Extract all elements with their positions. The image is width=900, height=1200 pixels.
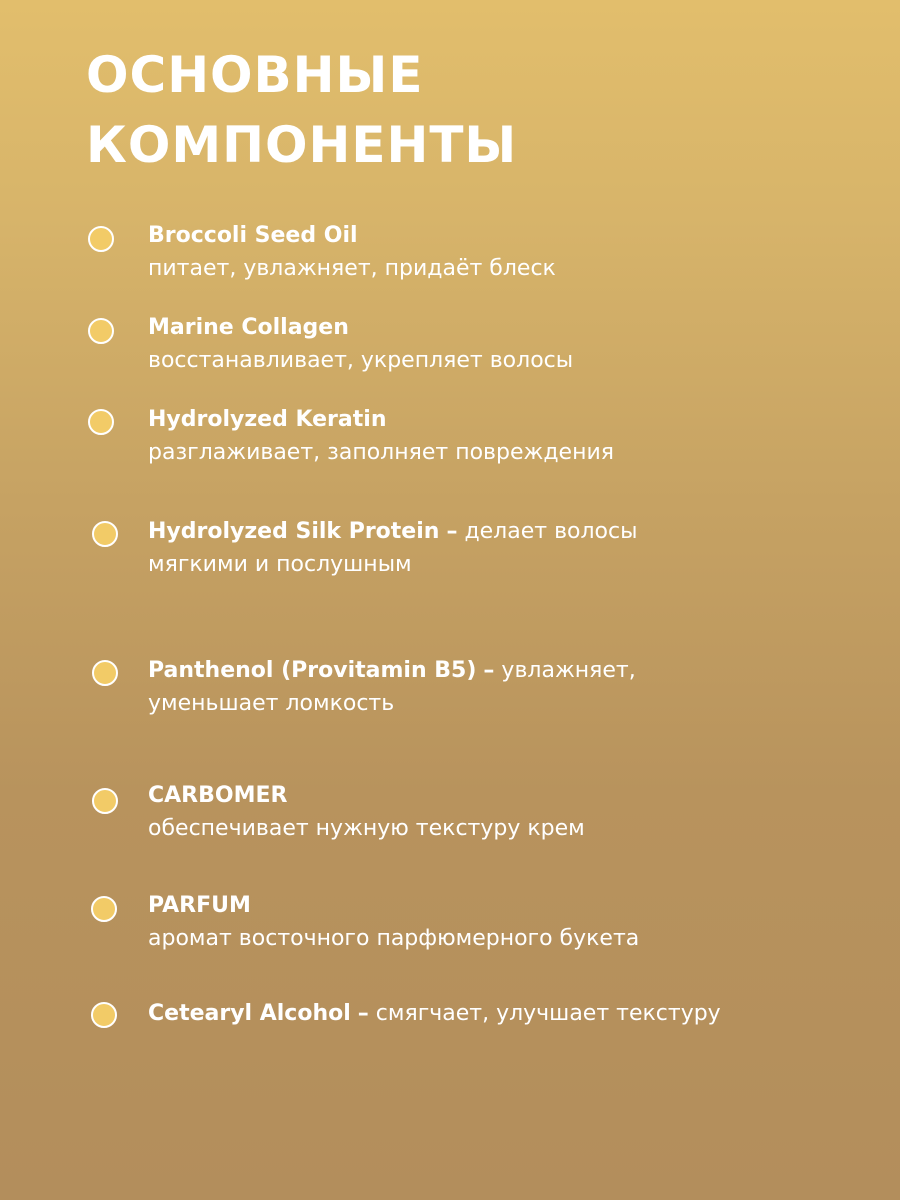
bullet-dot-icon bbox=[92, 521, 118, 547]
ingredient-description: разглаживает, заполняет повреждения bbox=[148, 440, 614, 465]
ingredient-name: Cetearyl Alcohol bbox=[148, 1001, 351, 1026]
ingredient-text bbox=[148, 311, 868, 377]
ingredient-name: CARBOMER bbox=[148, 783, 288, 808]
ingredient-description: обеспечивает нужную текстуру крем bbox=[148, 816, 585, 841]
ingredient-description: аромат восточного парфюмерного букета bbox=[148, 926, 640, 951]
ingredient-name: PARFUM bbox=[148, 893, 251, 918]
ingredient-text bbox=[148, 403, 868, 469]
ingredient-separator: – bbox=[483, 658, 495, 683]
bullet-dot-icon bbox=[91, 1002, 117, 1028]
bullet-dot-icon bbox=[88, 226, 114, 252]
bullet-dot-icon bbox=[92, 788, 118, 814]
ingredient-text bbox=[148, 997, 868, 1030]
bullet-dot-icon bbox=[88, 409, 114, 435]
ingredient-text bbox=[148, 219, 868, 285]
ingredient-description-inline: смягчает, улучшает текстуру bbox=[375, 1001, 721, 1026]
ingredient-name: Hydrolyzed Keratin bbox=[148, 407, 387, 432]
ingredient-description-inline: увлажняет, bbox=[501, 658, 636, 683]
ingredient-text bbox=[148, 654, 868, 720]
ingredient-description: восстанавливает, укрепляет волосы bbox=[148, 348, 574, 373]
ingredient-text bbox=[148, 889, 868, 955]
ingredient-description-inline: делает волосы bbox=[464, 519, 638, 544]
ingredient-description: уменьшает ломкость bbox=[148, 691, 395, 716]
ingredient-name: Panthenol (Provitamin B5) bbox=[148, 658, 477, 683]
ingredient-name: Broccoli Seed Oil bbox=[148, 223, 358, 248]
ingredient-separator: – bbox=[357, 1001, 369, 1026]
ingredient-description: питает, увлажняет, придаёт блеск bbox=[148, 256, 556, 281]
bullet-dot-icon bbox=[91, 896, 117, 922]
ingredient-name: Hydrolyzed Silk Protein bbox=[148, 519, 440, 544]
page-title bbox=[86, 40, 517, 180]
ingredient-separator: – bbox=[446, 519, 458, 544]
title-line-1: ОСНОВНЫЕ bbox=[86, 46, 424, 104]
title-line-2: КОМПОНЕНТЫ bbox=[86, 116, 518, 174]
bullet-dot-icon bbox=[92, 660, 118, 686]
bullet-dot-icon bbox=[88, 318, 114, 344]
ingredient-description: мягкими и послушным bbox=[148, 552, 412, 577]
ingredient-text bbox=[148, 779, 868, 845]
ingredient-name: Marine Collagen bbox=[148, 315, 349, 340]
ingredient-text bbox=[148, 515, 868, 581]
